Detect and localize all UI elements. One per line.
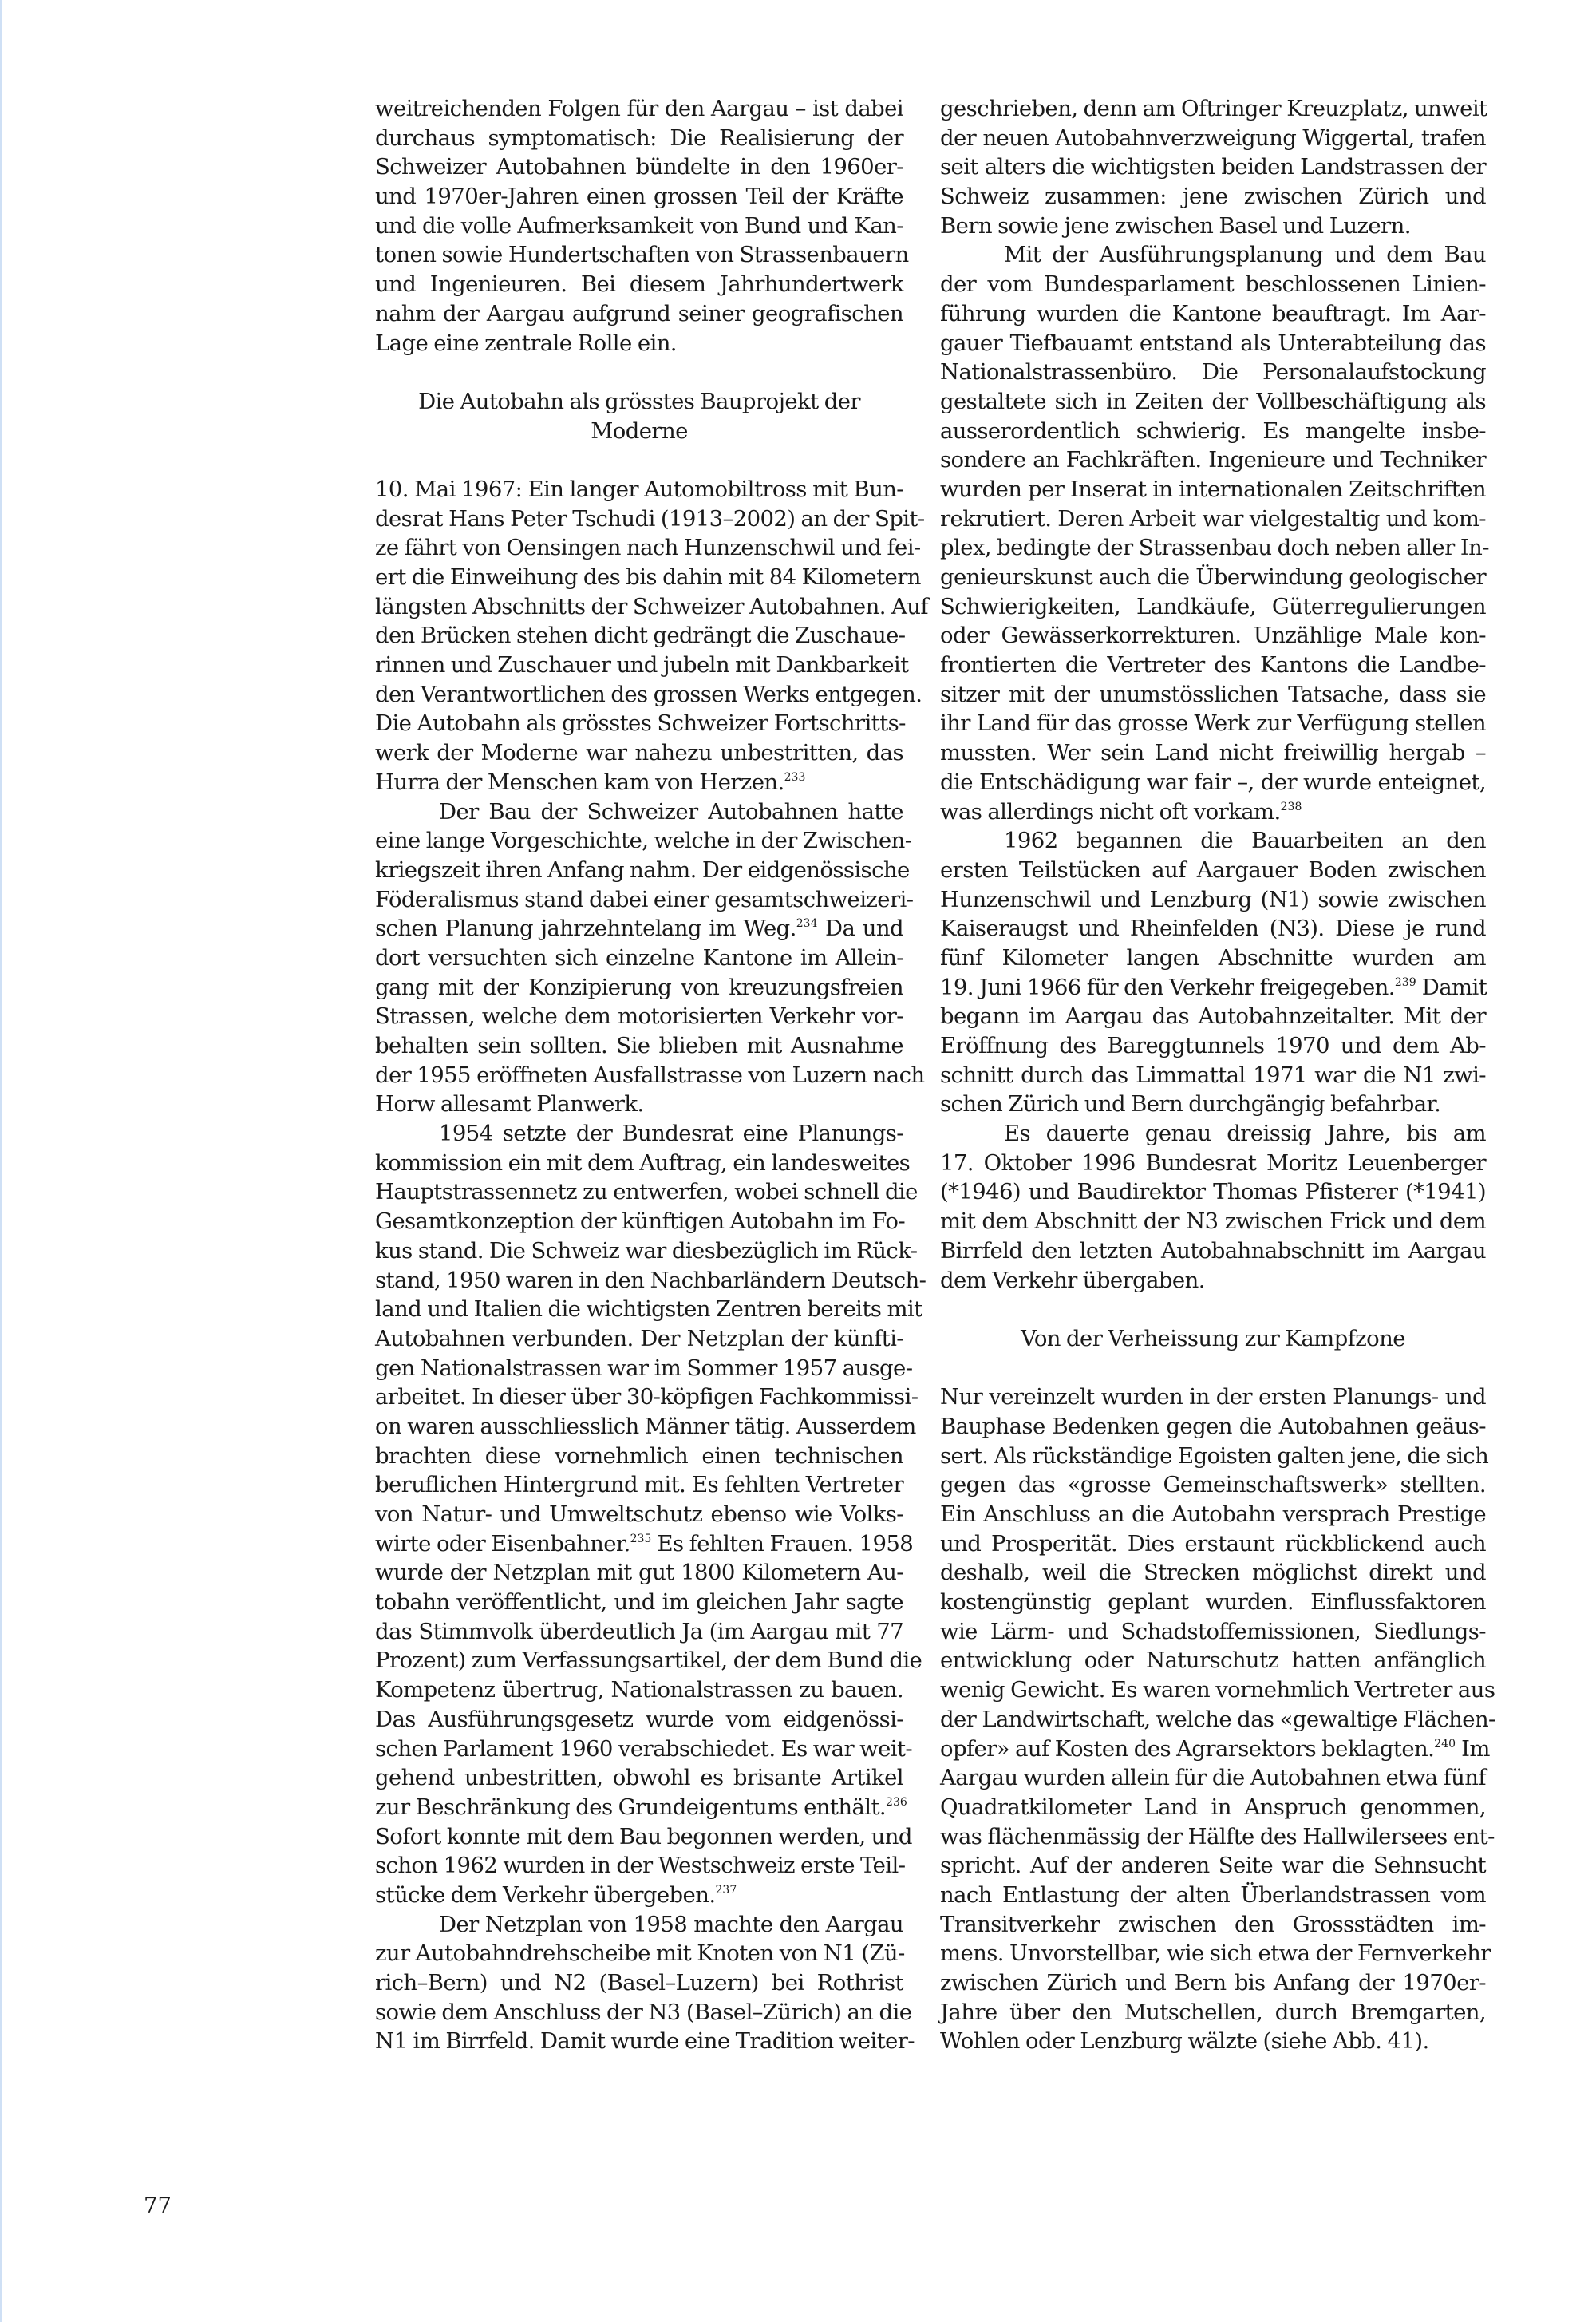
paragraph bbox=[940, 1119, 1486, 1295]
text-line: on waren ausschliesslich Männer tätig. Ausserdem bbox=[375, 1413, 916, 1439]
text-fragment: wirte oder Eisenbahner. bbox=[375, 1530, 630, 1557]
footnote-ref[interactable]: 236 bbox=[886, 1795, 907, 1809]
text-line: (*1946) und Baudirektor Thomas Pfisterer (*1941) bbox=[940, 1179, 1486, 1205]
left-text-column bbox=[375, 94, 928, 2056]
text-fragment: zur Beschränkung des Grundeigentums enthält. bbox=[375, 1794, 887, 1820]
text-line: rekrutiert. Deren Arbeit war vielgestaltig und kom- bbox=[940, 505, 1486, 532]
text-line: und Ingenieuren. Bei diesem Jahrhundertwerk bbox=[375, 271, 903, 298]
text-line: beruflichen Hintergrund mit. Es fehlten Vertreter bbox=[375, 1472, 903, 1498]
text-line: plex, bedingte der Strassenbau doch neben aller In- bbox=[940, 535, 1489, 561]
paragraph bbox=[375, 475, 928, 797]
text-line: nahm der Aargau aufgrund seiner geografischen bbox=[375, 300, 903, 326]
text-line: schen Parlament 1960 verabschiedet. Es war weit- bbox=[375, 1735, 913, 1762]
text-line: gestaltete sich in Zeiten der Vollbeschäftigung als bbox=[940, 388, 1486, 414]
text-fragment: 19. Juni 1966 für den Verkehr freigegeben. bbox=[940, 974, 1395, 1000]
text-line: Die Autobahn als grösstes Schweizer Fortschritts- bbox=[375, 710, 906, 737]
text-line: Es dauerte genau dreissig Jahre, bis am bbox=[1004, 1121, 1486, 1147]
text-line: spricht. Auf der anderen Seite war die Sehnsucht bbox=[940, 1853, 1486, 1879]
text-line bbox=[375, 768, 903, 797]
text-line: rich–Bern) und N2 (Basel–Luzern) bei Rothrist bbox=[375, 1970, 903, 1996]
text-line: Sofort konnte mit dem Bau begonnen werden, und bbox=[375, 1823, 912, 1849]
page-number: 77 bbox=[144, 2193, 172, 2218]
text-line: gegen das «grosse Gemeinschaftswerk» stellten. bbox=[940, 1472, 1486, 1498]
text-fragment: was allerdings nicht oft vorkam. bbox=[940, 798, 1281, 825]
text-line: gang mit der Konzipierung von kreuzungsfreien bbox=[375, 974, 903, 1000]
text-line: brachten diese vornehmlich einen technischen bbox=[375, 1442, 903, 1469]
text-line: stand, 1950 waren in den Nachbarländern Deutsch- bbox=[375, 1267, 926, 1293]
text-line: den Brücken stehen dicht gedrängt die Zuschaue- bbox=[375, 623, 906, 649]
text-line: ersten Teilstücken auf Aargauer Boden zwischen bbox=[940, 856, 1486, 883]
text-line: eine lange Vorgeschichte, welche in der Zwischen- bbox=[375, 828, 912, 854]
text-line: von Natur- und Umweltschutz ebenso wie Volks- bbox=[375, 1501, 903, 1527]
text-line: arbeitet. In dieser über 30-köpfigen Fachkommissi- bbox=[375, 1384, 918, 1410]
text-line: entwicklung oder Naturschutz hatten anfänglich bbox=[940, 1648, 1486, 1674]
paragraph bbox=[375, 94, 909, 358]
spacer bbox=[375, 358, 903, 387]
text-line: deshalb, weil die Strecken möglichst direkt und bbox=[940, 1560, 1486, 1586]
spacer bbox=[940, 1354, 1486, 1383]
text-line: werk der Moderne war nahezu unbestritten, das bbox=[375, 740, 903, 766]
text-line: Hunzenschwil und Lenzburg (N1) sowie zwischen bbox=[940, 886, 1486, 912]
text-line bbox=[375, 1529, 914, 1559]
text-line: wenig Gewicht. Es waren vornehmlich Vertreter aus bbox=[940, 1677, 1495, 1703]
text-line: durchaus symptomatisch: Die Realisierung der bbox=[375, 125, 903, 151]
footnote-ref[interactable]: 237 bbox=[715, 1883, 737, 1897]
text-line: das Stimmvolk überdeutlich Ja (im Aargau mit 77 bbox=[375, 1618, 903, 1644]
text-line: sitzer mit der unumstösslichen Tatsache, dass sie bbox=[940, 681, 1486, 707]
text-line: Kompetenz übertrug, Nationalstrassen zu bauen. bbox=[375, 1677, 903, 1703]
paragraph bbox=[940, 826, 1486, 1119]
text-line: Bern sowie jene zwischen Basel und Luzern. bbox=[940, 212, 1411, 239]
text-line: Transitverkehr zwischen den Grossstädten im- bbox=[940, 1911, 1486, 1937]
heading-line: Die Autobahn als grösstes Bauprojekt der bbox=[418, 388, 860, 414]
paragraph bbox=[940, 1383, 1495, 2056]
text-line: 10. Mai 1967: Ein langer Automobiltross mit Bun- bbox=[375, 476, 903, 502]
text-line: gauer Tiefbauamt entstand als Unterabteilung das bbox=[940, 330, 1486, 356]
text-line: Nur vereinzelt wurden in der ersten Planungs- und bbox=[940, 1384, 1486, 1410]
section-heading: Von der Verheissung zur Kampfzone bbox=[1021, 1325, 1405, 1351]
text-line: begann im Aargau das Autobahnzeitalter. Mit der bbox=[940, 1003, 1486, 1030]
text-line: 17. Oktober 1996 Bundesrat Moritz Leuenberger bbox=[940, 1149, 1486, 1176]
text-line: nach Entlastung der alten Überlandstrassen vom bbox=[940, 1881, 1486, 1908]
text-line: Schwierigkeiten, Landkäufe, Güterregulierungen bbox=[940, 593, 1486, 619]
text-line: weitreichenden Folgen für den Aargau – ist dabei bbox=[375, 96, 903, 121]
text-line: den Verantwortlichen des grossen Werks entgegen. bbox=[375, 681, 922, 707]
text-line: genieurskunst auch die Überwindung geologischer bbox=[940, 564, 1486, 590]
text-fragment: Da und bbox=[817, 916, 903, 942]
text-line: führung wurden die Kantone beauftragt. Im Aar- bbox=[940, 300, 1486, 326]
heading-line: Moderne bbox=[591, 417, 688, 444]
text-line: Autobahnen verbunden. Der Netzplan der künfti- bbox=[375, 1325, 903, 1351]
text-line: ze fährt von Oensingen nach Hunzenschwil und fei- bbox=[375, 535, 921, 561]
text-fragment: schen Planung jahrzehntelang im Weg. bbox=[375, 916, 796, 942]
text-line: kus stand. Die Schweiz war diesbezüglich im Rück- bbox=[375, 1237, 918, 1264]
text-line: Birrfeld den letzten Autobahnabschnitt im Aargau bbox=[940, 1237, 1486, 1264]
footnote-ref[interactable]: 235 bbox=[630, 1532, 652, 1545]
text-line: 1954 setzte der Bundesrat eine Planungs- bbox=[439, 1121, 903, 1147]
text-line: Föderalismus stand dabei einer gesamtschweizeri- bbox=[375, 886, 914, 912]
text-fragment: Damit bbox=[1416, 974, 1487, 1000]
text-line: desrat Hans Peter Tschudi (1913–2002) an der Spit- bbox=[375, 505, 925, 532]
text-line: kostengünstig geplant wurden. Einflussfaktoren bbox=[940, 1589, 1486, 1616]
text-line: kriegszeit ihren Anfang nahm. Der eidgenössische bbox=[375, 856, 910, 883]
text-line bbox=[375, 914, 903, 943]
text-line bbox=[375, 1793, 907, 1822]
text-line: ausserordentlich schwierig. Es mangelte insbe- bbox=[940, 417, 1486, 444]
footnote-ref[interactable]: 233 bbox=[784, 770, 806, 784]
spacer bbox=[940, 1295, 1486, 1324]
text-line: und die volle Aufmerksamkeit von Bund und Kan- bbox=[375, 212, 903, 239]
text-line: ihr Land für das grosse Werk zur Verfügung stellen bbox=[940, 710, 1486, 737]
section-heading bbox=[375, 387, 903, 445]
text-line: Horw allesamt Planwerk. bbox=[375, 1091, 644, 1117]
text-line: schen Zürich und Bern durchgängig befahrbar. bbox=[940, 1091, 1441, 1117]
text-line: Der Bau der Schweizer Autobahnen hatte bbox=[439, 798, 903, 825]
text-line: geschrieben, denn am Oftringer Kreuzplatz, unweit bbox=[940, 96, 1487, 121]
text-line: Mit der Ausführungsplanung und dem Bau bbox=[1004, 242, 1486, 268]
text-line: kommission ein mit dem Auftrag, ein landesweites bbox=[375, 1149, 911, 1176]
text-line: Eröffnung des Bareggtunnels 1970 und dem Ab- bbox=[940, 1033, 1486, 1058]
text-line: Aargau wurden allein für die Autobahnen etwa fünf bbox=[940, 1765, 1486, 1791]
text-line: und 1970er-Jahren einen grossen Teil der Kräfte bbox=[375, 184, 903, 210]
text-line: die Entschädigung war fair –, der wurde enteignet, bbox=[940, 769, 1486, 795]
text-line: Wohlen oder Lenzburg wälzte (siehe Abb. 41). bbox=[940, 2028, 1429, 2055]
text-line: ert die Einweihung des bis dahin mit 84 Kilometern bbox=[375, 564, 921, 590]
footnote-ref[interactable]: 234 bbox=[796, 917, 818, 931]
text-line: fünf Kilometer langen Abschnitte wurden am bbox=[940, 944, 1486, 971]
text-line: Lage eine zentrale Rolle ein. bbox=[375, 330, 677, 356]
text-line: rinnen und Zuschauer und jubeln mit Dankbarkeit bbox=[375, 652, 909, 678]
paragraph bbox=[375, 797, 925, 1120]
text-line: Bauphase Bedenken gegen die Autobahnen geäus- bbox=[940, 1413, 1486, 1439]
text-line bbox=[940, 797, 1486, 827]
text-line: wurde der Netzplan mit gut 1800 Kilometern Au- bbox=[375, 1560, 903, 1586]
paragraph bbox=[940, 94, 1486, 240]
text-line: sondere an Fachkräften. Ingenieure und Techniker bbox=[940, 447, 1486, 473]
text-line: der 1955 eröffneten Ausfallstrasse von Luzern nach bbox=[375, 1062, 925, 1088]
text-line: Der Netzplan von 1958 machte den Aargau bbox=[439, 1911, 903, 1937]
text-fragment: Es fehlten Frauen. 1958 bbox=[651, 1530, 914, 1557]
text-line: N1 im Birrfeld. Damit wurde eine Tradition weiter- bbox=[375, 2028, 915, 2055]
text-line: schnitt durch das Limmattal 1971 war die N1 zwi- bbox=[940, 1062, 1486, 1088]
text-line: Strassen, welche dem motorisierten Verkehr vor- bbox=[375, 1003, 903, 1030]
text-line: oder Gewässerkorrekturen. Unzählige Male kon- bbox=[940, 623, 1486, 649]
text-line: gen Nationalstrassen war im Sommer 1957 ausge- bbox=[375, 1355, 913, 1381]
text-line: längsten Abschnitts der Schweizer Autobahnen. Auf bbox=[375, 593, 928, 619]
text-line: mussten. Wer sein Land nicht freiwillig hergab – bbox=[940, 740, 1486, 766]
text-line: mens. Unvorstellbar, wie sich etwa der Fernverkehr bbox=[940, 1940, 1491, 1967]
text-line: wurden per Inserat in internationalen Zeitschriften bbox=[940, 476, 1486, 502]
text-line: dort versuchten sich einzelne Kantone im Allein- bbox=[375, 944, 903, 971]
text-line: Nationalstrassenbüro. Die Personalaufstockung bbox=[940, 359, 1486, 386]
text-line: schon 1962 wurden in der Westschweiz erste Teil- bbox=[375, 1853, 906, 1879]
right-text-column bbox=[940, 94, 1495, 2056]
footnote-ref[interactable]: 240 bbox=[1434, 1737, 1456, 1750]
text-line: tobahn veröffentlicht, und im gleichen Jahr sagte bbox=[375, 1589, 903, 1616]
text-fragment: stücke dem Verkehr übergeben. bbox=[375, 1881, 716, 1908]
text-line: Gesamtkonzeption der künftigen Autobahn im Fo- bbox=[375, 1208, 906, 1235]
text-line: land und Italien die wichtigsten Zentren bereits mit bbox=[375, 1296, 922, 1323]
text-line: seit alters die wichtigsten beiden Landstrassen der bbox=[940, 154, 1486, 180]
text-line: wie Lärm- und Schadstoffemissionen, Siedlungs- bbox=[940, 1618, 1486, 1644]
text-line bbox=[375, 1881, 903, 1910]
text-line: der Landwirtschaft, welche das «gewaltige Flächen- bbox=[940, 1706, 1495, 1732]
text-line: sert. Als rückständige Egoisten galten jene, die sich bbox=[940, 1442, 1489, 1469]
text-line: tonen sowie Hundertschaften von Strassenbauern bbox=[375, 242, 909, 268]
text-fragment: opfer» auf Kosten des Agrarsektors beklagten. bbox=[940, 1735, 1435, 1762]
text-fragment: Im bbox=[1456, 1735, 1490, 1762]
paragraph bbox=[375, 1119, 926, 1910]
paragraph bbox=[940, 240, 1489, 826]
text-line: sowie dem Anschluss der N3 (Basel–Zürich) an die bbox=[375, 1999, 912, 2025]
text-line: zur Autobahndrehscheibe mit Knoten von N1 (Zü- bbox=[375, 1940, 905, 1967]
text-line: 1962 begannen die Bauarbeiten an den bbox=[1004, 828, 1486, 854]
page-edge-line bbox=[0, 0, 2, 2322]
text-line: der vom Bundesparlament beschlossenen Linien- bbox=[940, 271, 1486, 298]
text-line: Das Ausführungsgesetz wurde vom eidgenössi- bbox=[375, 1706, 903, 1732]
text-line: Hauptstrassennetz zu entwerfen, wobei schnell die bbox=[375, 1179, 918, 1205]
text-line bbox=[940, 1735, 1490, 1764]
text-line: Schweizer Autobahnen bündelte in den 1960er- bbox=[375, 154, 903, 180]
text-line: Schweiz zusammen: jene zwischen Zürich und bbox=[940, 184, 1486, 210]
text-line: Jahre über den Mutschellen, durch Bremgarten, bbox=[940, 1999, 1486, 2025]
spacer bbox=[375, 445, 903, 475]
text-line: behalten sein sollten. Sie blieben mit Ausnahme bbox=[375, 1033, 903, 1058]
footnote-ref[interactable]: 239 bbox=[1394, 975, 1416, 989]
text-line bbox=[940, 973, 1486, 1003]
text-fragment: Hurra der Menschen kam von Herzen. bbox=[375, 769, 784, 795]
text-line: und Prosperität. Dies erstaunt rückblickend auch bbox=[940, 1530, 1486, 1557]
text-line: der neuen Autobahnverzweigung Wiggertal, trafen bbox=[940, 125, 1486, 151]
text-line: gehend unbestritten, obwohl es brisante Artikel bbox=[375, 1765, 903, 1791]
text-line: was flächenmässig der Hälfte des Hallwilersees ent- bbox=[940, 1823, 1495, 1849]
text-line: dem Verkehr übergaben. bbox=[940, 1267, 1205, 1293]
footnote-ref[interactable]: 238 bbox=[1280, 800, 1302, 813]
text-line: Quadratkilometer Land in Anspruch genommen, bbox=[940, 1794, 1486, 1820]
text-line: Ein Anschluss an die Autobahn versprach Prestige bbox=[940, 1501, 1486, 1527]
text-line: Kaiseraugst und Rheinfelden (N3). Diese je rund bbox=[940, 916, 1486, 942]
text-line: Prozent) zum Verfassungsartikel, der dem Bund die bbox=[375, 1648, 922, 1674]
text-line: mit dem Abschnitt der N3 zwischen Frick und dem bbox=[940, 1208, 1486, 1235]
paragraph bbox=[375, 1910, 915, 2056]
text-line: zwischen Zürich und Bern bis Anfang der 1970er- bbox=[940, 1970, 1486, 1996]
text-line: frontierten die Vertreter des Kantons die Landbe- bbox=[940, 652, 1486, 678]
